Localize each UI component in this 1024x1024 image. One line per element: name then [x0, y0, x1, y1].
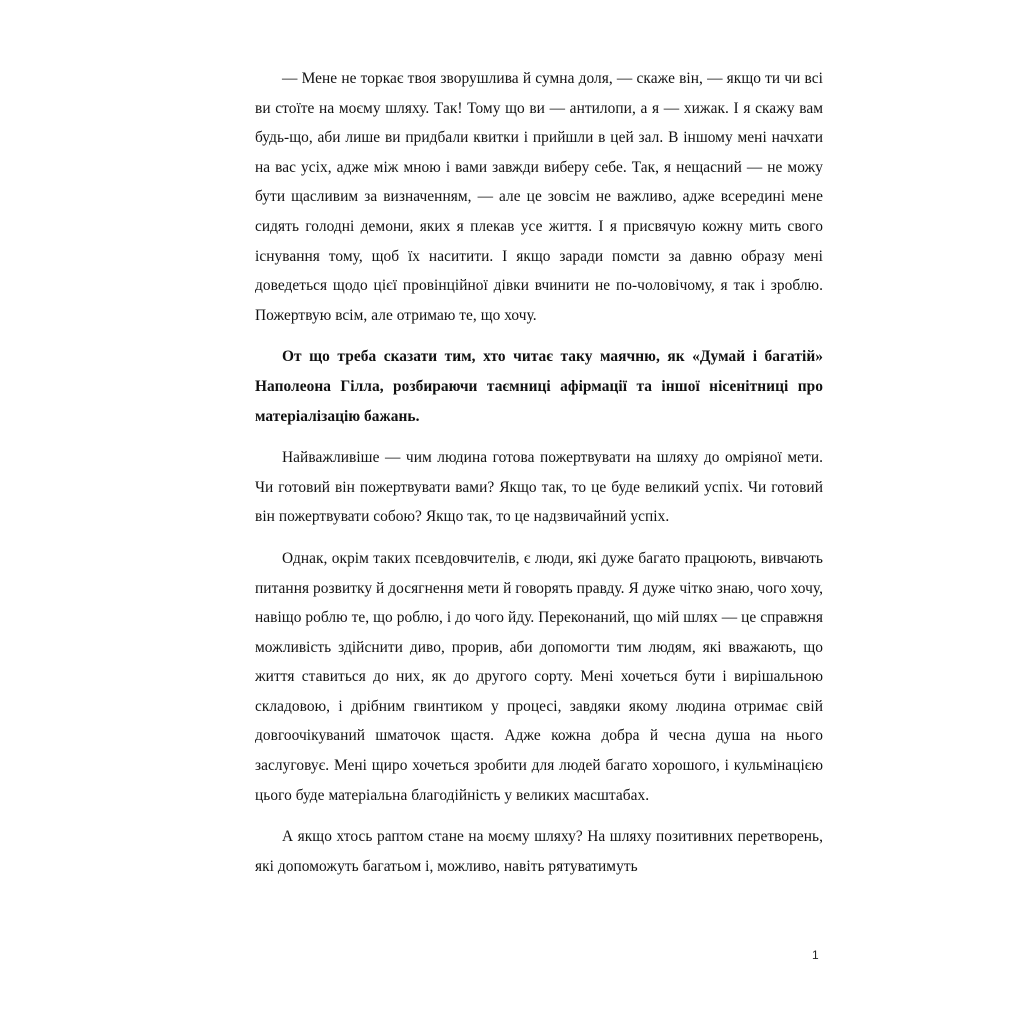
page-number: 1 [812, 948, 819, 962]
paragraph-obstacle-question: А якщо хтось раптом стане на моєму шляху? На шляху позитивних перетворень, які допоможуть багатьом і, можливо, навіть рятуватимуть [255, 828, 823, 875]
paragraph-bold-statement: От що треба сказати тим, хто читає таку маячню, як «Думай і багатій» Наполеона Гілла, розбираючи таємниці афірмації та іншої нісенітниці про матеріалізацію бажань. [255, 348, 823, 425]
paragraph-sacrifice: Найважливіше — чим людина готова пожертвувати на шляху до омріяної мети. Чи готовий він пожертвувати вами? Якщо так, то це буде великий успіх. Чи готовий він пожертвувати собою? Якщо так, то це надзвичайний успіх. [255, 449, 823, 526]
document-page [255, 64, 823, 881]
paragraph-predator-monologue: — Мене не торкає твоя зворушлива й сумна доля, — скаже він, — якщо ти чи всі ви стоїте на моєму шляху. Так! Тому що ви — антилопи, а я — хижак. І я скажу вам будь-що, аби лише ви придбали квитки і прийшли в цей зал. В іншому мені начхати на вас усіх, адже між мною і вами завжди виберу себе. Так, я нещасний — не можу бути щасливим за визначенням, — але це зовсім не важливо, адже всередині мене сидять голодні демони, яких я плекав усе життя. І я присвячую кожну мить свого існування тому, щоб їх наситити. І якщо заради помсти за давню образу мені доведеться щодо цієї провінційної дівки вчинити не по-чоловічому, я так і зроблю. Пожертвую всім, але отримаю те, що хочу. [255, 70, 823, 324]
paragraph-true-path: Однак, окрім таких псевдовчителів, є люди, які дуже багато працюють, вивчають питання розвитку й досягнення мети й говорять правду. Я дуже чітко знаю, чого хочу, навіщо роблю те, що роблю, і до чого йду. Переконаний, що мій шлях — це справжня можливість здійснити диво, прорив, аби допомогти тим людям, які вважають, що життя ставиться до них, як до другого сорту. Мені хочеться бути і вирішальною складовою, і дрібним гвинтиком у процесі, завдяки якому людина отримає свій довгоочікуваний шматочок щастя. Адже кожна добра й чесна душа на нього заслуговує. Мені щиро хочеться зробити для людей багато хорошого, і кульмінацією цього буде матеріальна благодійність у великих масштабах. [255, 549, 823, 804]
